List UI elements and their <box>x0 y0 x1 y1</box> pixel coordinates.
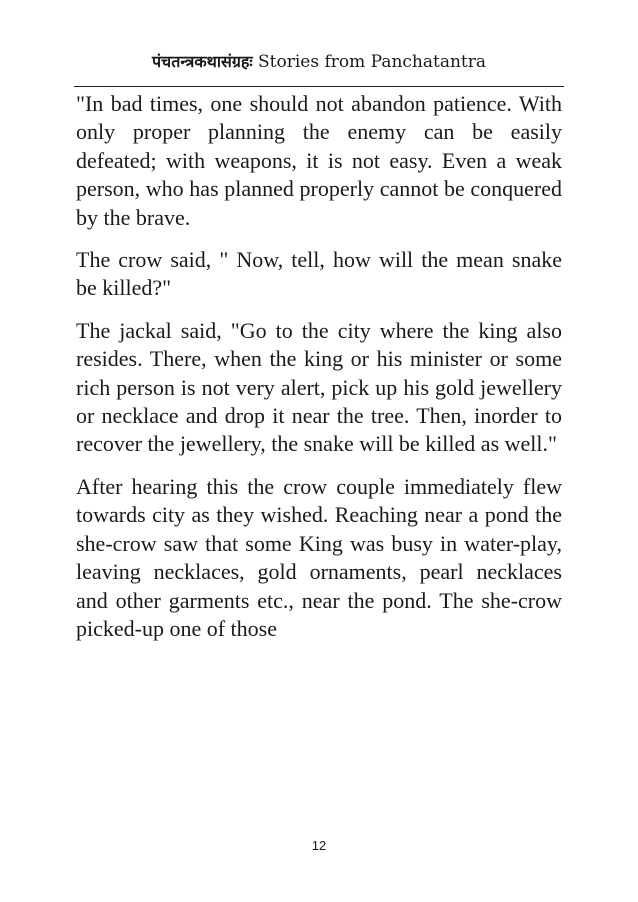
paragraph-1: "In bad times, one should not abandon patience. With only proper planning the enemy can be easily defeated; with weapons, it is not easy. Even a weak person, who has planned properly cannot be conquered by the brave. <box>76 91 562 230</box>
header-title-english: Stories from Panchatantra <box>258 52 487 72</box>
page-number: 12 <box>311 838 327 853</box>
header-divider <box>74 86 564 87</box>
paragraph-4: After hearing this the crow couple immediately flew towards city as they wished. Reaching near a pond the she-crow saw that some King was busy in water-play, leaving necklaces, gold ornaments, pearl necklaces and other garments etc., near the pond. The she-crow picked-up one of those <box>76 473 562 641</box>
paragraph-2: The crow said, " Now, tell, how will the mean snake be killed?" <box>76 247 562 301</box>
header-title-sanskrit: पंचतन्त्रकथासंग्रहः <box>151 52 253 71</box>
paragraph-3: The jackal said, "Go to the city where the king also resides. There, when the king or his minister or some rich person is not very alert, pick up his gold jewellery or necklace and drop it near the tree. Then, inorder to recover the jewellery, the snake will be killed as well." <box>76 317 562 457</box>
body-text <box>76 90 562 657</box>
running-header <box>74 50 564 74</box>
